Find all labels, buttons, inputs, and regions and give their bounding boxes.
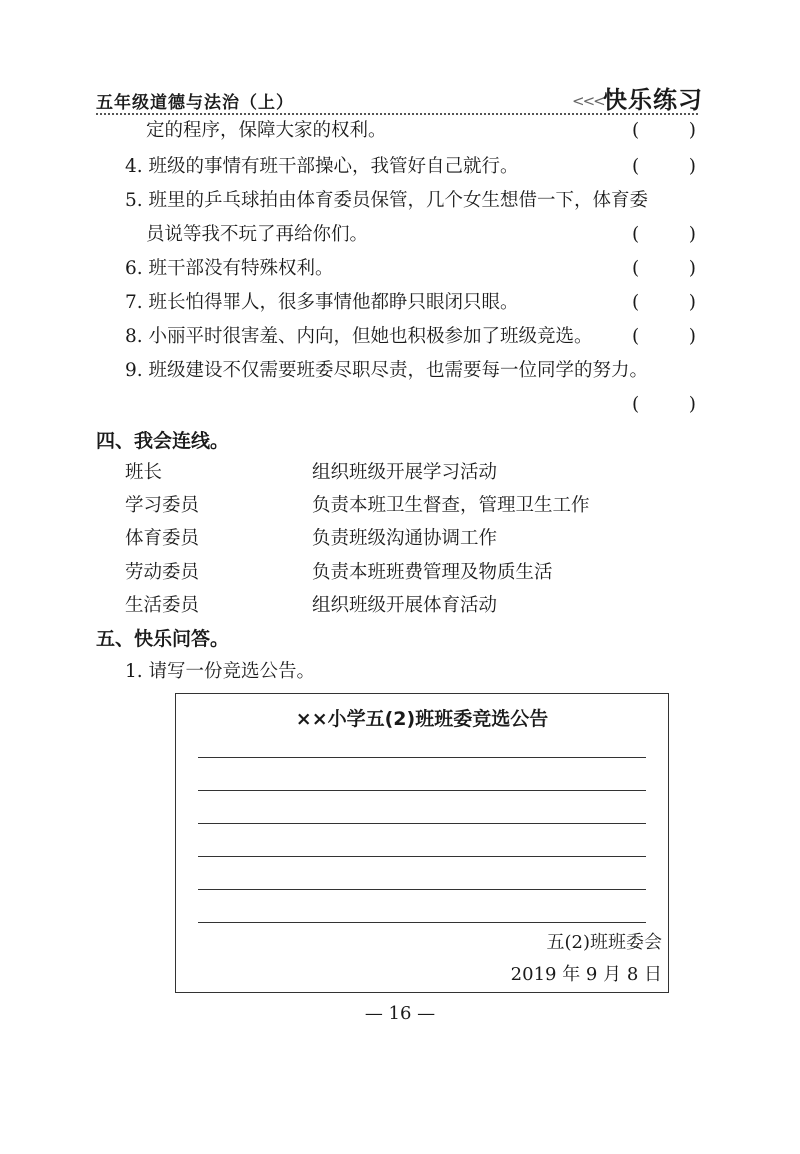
section-title: 快乐练习 <box>603 86 703 114</box>
role-item[interactable]: 生活委员 <box>125 595 200 616</box>
answer-parens[interactable]: ( ) <box>632 120 696 141</box>
role-item[interactable]: 班长 <box>125 462 163 483</box>
judgement-item-7: 7. 班长怕得罪人，很多事情他都睁只眼闭只眼。 <box>125 292 519 313</box>
duty-item[interactable]: 负责班级沟通协调工作 <box>312 528 498 549</box>
notice-title: ××小学五(2)班班委竞选公告 <box>295 708 549 730</box>
duty-item[interactable]: 组织班级开展体育活动 <box>312 595 498 616</box>
role-item[interactable]: 学习委员 <box>125 495 200 516</box>
section-4-title: 四、我会连线。 <box>96 430 230 452</box>
duty-item[interactable]: 组织班级开展学习活动 <box>312 462 498 483</box>
judgement-item-5: 5. 班里的乒乓球拍由体育委员保管，几个女生想借一下，体育委 <box>125 190 649 211</box>
judgement-item-9: 9. 班级建设不仅需要班委尽职尽责，也需要每一位同学的努力。 <box>125 360 649 381</box>
answer-parens[interactable]: ( ) <box>632 156 696 177</box>
writing-line[interactable] <box>198 856 646 857</box>
answer-parens[interactable]: ( ) <box>632 394 696 415</box>
notice-date: 2019 年 9 月 8 日 <box>510 964 662 985</box>
section-5-title: 五、快乐问答。 <box>96 628 230 650</box>
answer-parens[interactable]: ( ) <box>632 292 696 313</box>
notice-signature: 五(2)班班委会 <box>546 932 662 953</box>
role-item[interactable]: 体育委员 <box>125 528 200 549</box>
answer-parens[interactable]: ( ) <box>632 224 696 245</box>
judgement-item-6: 6. 班干部没有特殊权利。 <box>125 258 334 279</box>
judgement-item-3-continued: 定的程序，保障大家的权利。 <box>146 120 387 141</box>
writing-line[interactable] <box>198 790 646 791</box>
question-1: 1. 请写一份竞选公告。 <box>125 661 316 682</box>
judgement-item-5-continued: 员说等我不玩了再给你们。 <box>146 224 369 245</box>
answer-parens[interactable]: ( ) <box>632 326 696 347</box>
judgement-item-4: 4. 班级的事情有班干部操心，我管好自己就行。 <box>125 156 519 177</box>
writing-line[interactable] <box>198 922 646 923</box>
judgement-item-8: 8. 小丽平时很害羞、内向，但她也积极参加了班级竞选。 <box>125 326 593 347</box>
role-item[interactable]: 劳动委员 <box>125 562 200 583</box>
answer-parens[interactable]: ( ) <box>632 258 696 279</box>
chevron-left-icon: <<< <box>572 92 604 110</box>
writing-line[interactable] <box>198 757 646 758</box>
writing-line[interactable] <box>198 889 646 890</box>
book-title: 五年级道德与法治（上） <box>96 93 294 113</box>
duty-item[interactable]: 负责本班卫生督查，管理卫生工作 <box>312 495 590 516</box>
header-divider <box>96 113 698 115</box>
writing-line[interactable] <box>198 823 646 824</box>
duty-item[interactable]: 负责本班班费管理及物质生活 <box>312 562 553 583</box>
page-number: — 16 — <box>364 1003 436 1024</box>
notice-answer-box <box>175 693 669 993</box>
